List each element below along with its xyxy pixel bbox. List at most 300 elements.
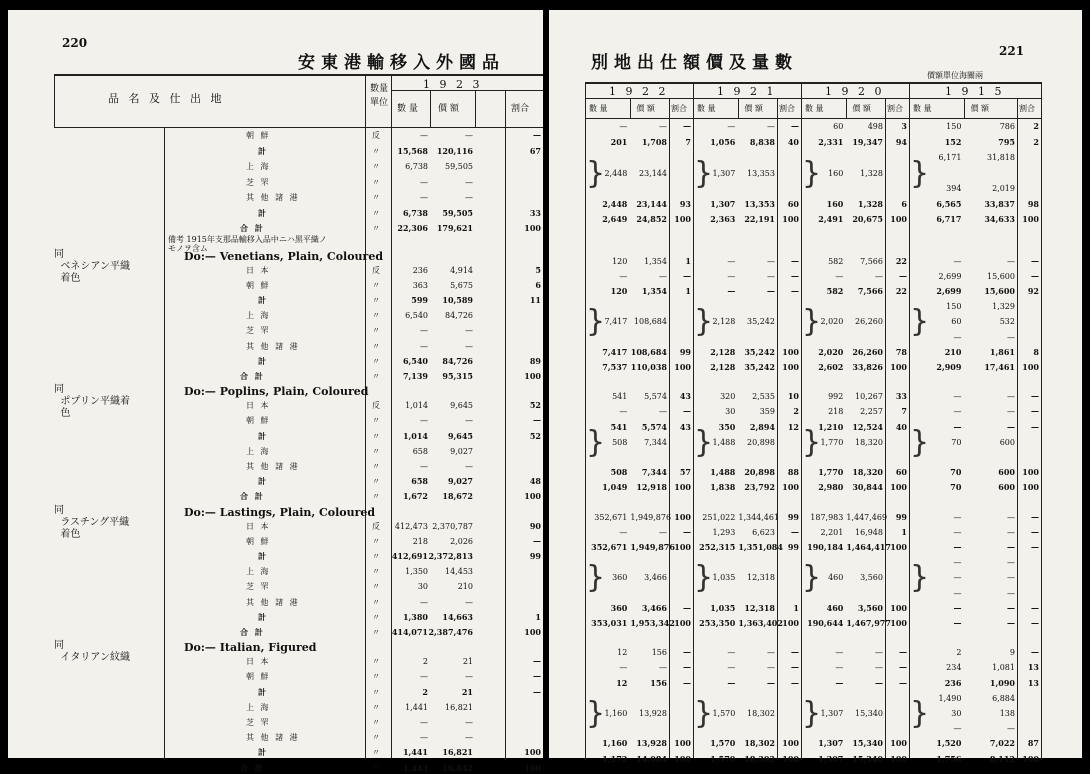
qty-header: 數 量 <box>805 104 824 113</box>
table-header-rule-right <box>585 118 1041 119</box>
pct-cell: 3 <box>901 121 907 131</box>
category-en: Do:— Poplins, Plain, Coloured <box>184 385 369 399</box>
value-cell: 2,257 <box>860 407 883 417</box>
row-label: 上 海 <box>246 446 271 456</box>
pct-cell: 67 <box>529 145 541 156</box>
qty-cell: — <box>953 332 962 342</box>
qty-cell: 7,417 <box>602 346 628 357</box>
table-row <box>8 671 543 682</box>
table-row <box>549 332 1082 343</box>
value-cell: 9,027 <box>450 446 473 456</box>
pct-cell: 100 <box>674 753 691 764</box>
value-cell: 210 <box>457 582 473 592</box>
value-cell: — <box>465 461 473 471</box>
unit-cell: 〃 <box>372 536 380 546</box>
qty-cell: 1,520 <box>936 738 962 749</box>
unit-cell: 〃 <box>372 371 380 381</box>
value-cell: 2,370,787 <box>432 521 473 531</box>
qty-cell: 1,672 <box>402 491 428 502</box>
year-header-1915: 1 9 1 5 <box>945 85 1005 98</box>
qty-cell: 541 <box>612 392 628 402</box>
value-header: 價 額 <box>970 104 989 113</box>
value-cell: 21 <box>461 686 473 697</box>
value-cell: — <box>465 177 473 187</box>
table-row <box>8 177 543 188</box>
pct-cell: 60 <box>895 467 907 478</box>
pct-cell: 100 <box>782 361 799 372</box>
value-cell: 59,505 <box>445 162 473 171</box>
qty-cell: 1,035 <box>712 573 736 583</box>
pct-cell: 99 <box>787 511 799 522</box>
value-cell: 10,589 <box>442 294 473 305</box>
pct-cell: 100 <box>1022 753 1039 764</box>
qty-cell: — <box>420 341 428 351</box>
pct-cell: — <box>533 130 541 140</box>
table-left-rule <box>54 74 55 128</box>
table-row <box>549 738 1082 749</box>
qty-cell: — <box>420 733 428 743</box>
pct-cell: 100 <box>674 617 691 628</box>
qty-cell: 1,172 <box>602 753 628 764</box>
sub-rule <box>738 98 739 118</box>
qty-cell: 152 <box>944 136 962 147</box>
qty-cell: — <box>727 122 736 131</box>
value-cell: 3,466 <box>644 573 667 583</box>
qty-cell: 1,307 <box>818 753 844 764</box>
value-cell: 14,663 <box>442 611 473 622</box>
value-cell: 20,898 <box>744 467 775 478</box>
unit-cell: 反 <box>372 265 380 275</box>
value-cell: 7,566 <box>857 285 883 296</box>
table-row <box>8 687 543 698</box>
qty-cell: 1,056 <box>710 136 736 147</box>
table-row <box>8 566 543 577</box>
qty-cell: 2,020 <box>820 317 844 327</box>
qty-cell: 60 <box>951 317 962 327</box>
value-cell: 1,328 <box>857 198 883 209</box>
value-cell: 20,675 <box>852 214 883 224</box>
pct-cell: 100 <box>674 482 691 493</box>
qty-cell: 234 <box>946 663 962 673</box>
qty-cell: — <box>953 617 962 628</box>
qty-cell: 352,671 <box>591 541 628 552</box>
pct-cell: 94 <box>895 136 907 147</box>
qty-cell: — <box>953 602 962 613</box>
table-row <box>549 199 1082 210</box>
qty-cell: 541 <box>610 421 628 432</box>
value-cell: 5,675 <box>450 280 473 290</box>
pct-cell: 1 <box>685 285 691 296</box>
row-label: 計 <box>258 611 268 622</box>
qty-cell: 218 <box>828 407 844 417</box>
qty-cell: 2,448 <box>604 168 628 178</box>
brace: } <box>910 695 930 731</box>
pct-cell: 98 <box>1027 198 1039 209</box>
table-row <box>549 708 1082 719</box>
pct-cell: — <box>791 255 799 266</box>
value-cell: 10,267 <box>854 392 883 402</box>
pct-cell: 5 <box>535 264 541 275</box>
row-label: 其 他 諸 港 <box>246 341 300 351</box>
qty-cell: 508 <box>612 437 628 447</box>
qty-cell: 1,014 <box>402 430 428 441</box>
row-label: 芝 罘 <box>246 177 271 187</box>
unit-cell: 〃 <box>372 162 380 171</box>
category-jp: 同 ベネシアン平織 着色 <box>54 248 130 284</box>
pct-cell: — <box>791 121 799 131</box>
value-cell: 33,826 <box>852 361 883 372</box>
value-cell: 1,861 <box>989 346 1015 357</box>
value-cell: 1,467,977 <box>846 617 891 628</box>
qty-cell: 2,980 <box>818 482 844 493</box>
brace: } <box>586 695 606 731</box>
item-column-header: 品 名 及 仕 出 地 <box>108 92 225 105</box>
pct-cell: 100 <box>782 753 799 764</box>
value-cell: — <box>658 271 667 281</box>
qty-header: 數 量 <box>697 104 716 113</box>
category-jp: 同 イタリアン紋織 <box>54 640 130 664</box>
value-cell: 33,837 <box>984 198 1015 209</box>
table-row <box>8 371 543 382</box>
brace: } <box>694 304 714 340</box>
pct-cell: 87 <box>1027 738 1039 749</box>
value-cell: — <box>1006 332 1015 342</box>
qty-cell: — <box>953 724 962 734</box>
value-cell: 34,633 <box>984 214 1015 224</box>
qty-cell: 508 <box>610 467 628 478</box>
category-en: Do:— Italian, Figured <box>184 641 317 655</box>
value-cell: 156 <box>650 677 667 688</box>
value-cell: 17,461 <box>984 361 1015 372</box>
table-row <box>8 551 543 562</box>
unit-cell: 〃 <box>372 567 380 577</box>
value-cell: 18,320 <box>854 437 883 447</box>
value-cell: — <box>658 407 667 417</box>
pct-cell: 7 <box>685 136 691 147</box>
value-cell: 12,318 <box>744 602 775 613</box>
row-label: 其 他 諸 港 <box>246 733 300 743</box>
sub-rule-2 <box>475 90 476 128</box>
value-cell: — <box>465 416 473 426</box>
table-row <box>8 356 543 367</box>
value-cell: 7,344 <box>644 437 667 447</box>
pct-cell: 100 <box>674 511 691 522</box>
qty-cell: 1,490 <box>938 693 962 703</box>
value-cell: 12,318 <box>746 573 775 583</box>
value-cell: 9,027 <box>447 476 473 487</box>
qty-cell: 2,448 <box>602 198 628 209</box>
value-cell: 1,354 <box>641 285 667 296</box>
qty-cell: — <box>953 407 962 417</box>
table-row <box>8 717 543 728</box>
table-row <box>549 527 1082 538</box>
brace: } <box>910 156 930 191</box>
unit-cell: 〃 <box>372 492 380 502</box>
qty-cell: — <box>420 717 428 727</box>
unit-cell: 〃 <box>372 446 380 456</box>
row-label: 上 海 <box>246 567 271 577</box>
value-cell: 14,453 <box>445 567 473 577</box>
unit-cell: 〃 <box>372 657 380 667</box>
qty-cell: 6,171 <box>938 153 962 162</box>
qty-cell: 1,160 <box>604 708 628 718</box>
value-cell: 15,600 <box>986 271 1015 281</box>
qty-cell: 2,363 <box>710 214 736 224</box>
value-cell: 786 <box>999 122 1015 131</box>
value-cell: 16,948 <box>854 527 883 537</box>
table-row <box>549 603 1082 614</box>
table-row <box>549 437 1082 448</box>
qty-cell: 2,201 <box>820 527 844 537</box>
qty-cell: 1,380 <box>402 611 428 622</box>
pct-cell: — <box>791 677 799 688</box>
qty-cell: 70 <box>950 482 962 493</box>
table-row <box>8 341 543 352</box>
value-cell: 3,560 <box>857 602 883 613</box>
value-cell: 1,949,876 <box>630 541 675 552</box>
value-header: 價 額 <box>744 104 763 113</box>
table-top-rule <box>54 74 543 76</box>
row-label: 計 <box>258 294 268 305</box>
value-cell: 2,019 <box>992 184 1015 193</box>
table-row <box>549 662 1082 673</box>
row-label: 芝 罘 <box>246 326 271 336</box>
row-label: 日 本 <box>246 657 271 667</box>
pct-cell: 88 <box>787 467 799 478</box>
sub-rule <box>846 98 847 118</box>
pct-cell: 100 <box>782 738 799 749</box>
pct-cell: 100 <box>890 214 907 224</box>
brace: } <box>694 695 714 731</box>
value-cell: 156 <box>651 648 667 658</box>
value-cell: 1,949,876 <box>630 512 672 522</box>
unit-cell: 〃 <box>372 702 380 712</box>
table-row <box>8 747 543 758</box>
qty-cell: 1,049 <box>602 482 628 493</box>
brace: } <box>910 304 930 340</box>
row-label: 芝 罘 <box>246 582 271 592</box>
qty-cell: 2,128 <box>710 346 736 357</box>
unit-cell: 〃 <box>372 177 380 187</box>
qty-cell: 2,602 <box>818 361 844 372</box>
qty-cell: 2,909 <box>936 361 962 372</box>
value-cell: — <box>658 122 667 131</box>
row-label: 其 他 諸 港 <box>246 193 300 202</box>
value-cell: 1,464,417 <box>846 541 891 552</box>
qty-cell: 236 <box>412 265 428 275</box>
value-cell: — <box>465 131 473 140</box>
table-row <box>8 763 543 774</box>
qty-cell: 1,293 <box>712 527 736 537</box>
pct-header: 割合 <box>671 104 687 113</box>
qty-cell: 1,756 <box>936 753 962 764</box>
row-label: 合 計 <box>240 370 265 381</box>
row-label: 上 海 <box>246 702 271 712</box>
qty-cell: 1,014 <box>405 401 428 411</box>
row-label: 朝 鮮 <box>246 280 271 290</box>
brace: } <box>802 560 822 596</box>
row-label: 計 <box>258 686 268 697</box>
value-cell: 26,260 <box>854 317 883 327</box>
row-label: 上 海 <box>246 311 271 321</box>
table-row <box>8 446 543 457</box>
row-label: 朝 鮮 <box>246 131 271 140</box>
pct-cell: — <box>533 415 541 426</box>
value-cell: — <box>465 733 473 743</box>
qty-cell: 360 <box>612 573 628 583</box>
qty-cell: 394 <box>946 184 962 193</box>
value-cell: — <box>766 122 775 131</box>
qty-cell: 1,838 <box>710 482 736 493</box>
qty-cell: 22,306 <box>397 223 428 233</box>
pct-cell: 100 <box>674 541 691 552</box>
value-cell: 2,026 <box>450 536 473 546</box>
qty-cell: — <box>619 663 628 673</box>
qty-cell: 363 <box>412 280 428 290</box>
pct-cell: 12 <box>787 421 799 432</box>
value-cell: — <box>766 677 775 688</box>
qty-cell: 60 <box>833 122 844 131</box>
unit-cell: 〃 <box>372 461 380 471</box>
row-label: 計 <box>258 355 268 366</box>
qty-cell: — <box>835 677 844 688</box>
qty-cell: 1,443 <box>402 762 428 773</box>
qty-cell: 599 <box>411 294 428 305</box>
qty-cell: 150 <box>946 302 962 312</box>
pct-cell: 33 <box>895 391 907 402</box>
value-cell: 84,726 <box>442 355 473 366</box>
pct-cell: 48 <box>529 476 541 487</box>
value-cell: 1,953,342 <box>630 617 675 628</box>
qty-cell: 30 <box>951 708 962 718</box>
value-cell: 5,574 <box>644 392 667 402</box>
pct-cell: 99 <box>787 541 799 552</box>
qty-cell: — <box>953 558 962 568</box>
table-row <box>8 415 543 426</box>
qty-cell: — <box>420 416 428 426</box>
year-header-1920: 1 9 2 0 <box>825 85 885 98</box>
brace: } <box>910 560 930 596</box>
value-cell: 2,535 <box>752 392 775 402</box>
value-cell: 31,818 <box>986 153 1015 162</box>
unit-cell: 〃 <box>372 748 380 758</box>
pct-cell: — <box>1031 617 1039 628</box>
unit-cell: 〃 <box>372 717 380 727</box>
value-cell: — <box>766 648 775 658</box>
table-row <box>8 612 543 623</box>
value-cell: 13,353 <box>746 168 775 178</box>
value-cell: — <box>1006 541 1015 552</box>
value-cell: — <box>766 256 775 266</box>
unit-cell: 反 <box>372 131 380 140</box>
pct-header: 割合 <box>887 104 903 113</box>
brace: } <box>802 304 822 340</box>
value-cell: 23,792 <box>744 482 775 493</box>
pct-cell: 100 <box>1022 361 1039 372</box>
qty-cell: 414,071 <box>391 626 428 637</box>
brace: } <box>802 156 822 191</box>
brace: } <box>586 424 606 460</box>
pct-cell: 92 <box>1027 285 1039 296</box>
value-cell: 1,708 <box>641 136 667 147</box>
value-cell: 7,022 <box>989 738 1015 749</box>
table-row <box>549 542 1082 553</box>
table-row <box>8 265 543 276</box>
table-row <box>8 146 543 157</box>
pct-cell: — <box>683 662 691 673</box>
value-cell: 1,328 <box>860 168 883 178</box>
pct-cell: — <box>533 656 541 667</box>
unit-cell: 〃 <box>372 612 380 622</box>
pct-cell: 100 <box>524 223 541 233</box>
qty-cell: 2 <box>956 648 962 658</box>
value-cell: — <box>1006 602 1015 613</box>
qty-cell: 30 <box>417 582 428 592</box>
value-cell: — <box>766 271 775 281</box>
pct-cell: — <box>1031 602 1039 613</box>
table-row <box>8 461 543 472</box>
table-row <box>549 316 1082 327</box>
pct-cell: 6 <box>535 279 541 290</box>
row-label: 計 <box>258 476 268 487</box>
pct-cell: 2 <box>1033 121 1039 131</box>
qty-cell: 7,417 <box>604 317 628 327</box>
page-number-left: 220 <box>62 36 88 50</box>
table-header-rule <box>54 127 543 128</box>
pct-cell: 40 <box>895 421 907 432</box>
value-cell: — <box>766 285 775 296</box>
qty-cell: 120 <box>612 256 628 266</box>
unit-cell: 反 <box>372 401 380 411</box>
pct-cell: 13 <box>1027 677 1039 688</box>
table-row <box>8 295 543 306</box>
value-cell: — <box>1006 256 1015 266</box>
row-label: 計 <box>258 430 268 441</box>
value-cell: — <box>1006 392 1015 402</box>
brace: } <box>694 560 714 596</box>
qty-cell: — <box>420 326 428 336</box>
value-cell: 15,340 <box>852 753 883 764</box>
qty-cell: 1,441 <box>405 702 428 712</box>
year-1923-header: 1 9 2 3 <box>423 78 483 91</box>
qty-cell: 350 <box>718 421 736 432</box>
value-cell: 108,684 <box>633 317 667 327</box>
qty-cell: 582 <box>826 285 844 296</box>
qty-cell: 12 <box>617 648 628 658</box>
value-cell: 3,560 <box>860 573 883 583</box>
pct-cell: 33 <box>529 207 541 218</box>
unit-cell: 〃 <box>372 431 380 441</box>
value-cell: — <box>1006 573 1015 583</box>
pct-cell: 90 <box>529 520 541 531</box>
pct-cell: 100 <box>524 626 541 637</box>
unit-cell: 〃 <box>372 672 380 682</box>
qty-cell: 1,570 <box>710 738 736 749</box>
qty-cell: 236 <box>944 677 962 688</box>
sub-rule <box>630 98 631 118</box>
value-cell: 6,623 <box>752 527 775 537</box>
unit-cell: 〃 <box>372 146 380 156</box>
pct-cell: 100 <box>890 738 907 749</box>
value-cell: 26,260 <box>852 346 883 357</box>
qty-cell: — <box>953 421 962 432</box>
table-row <box>549 271 1082 282</box>
table-row <box>549 391 1082 402</box>
category-jp: 同 ポプリン平織着 色 <box>54 384 130 420</box>
value-cell: 4,914 <box>450 265 473 275</box>
pct-cell: — <box>791 662 799 673</box>
table-row <box>549 618 1082 629</box>
